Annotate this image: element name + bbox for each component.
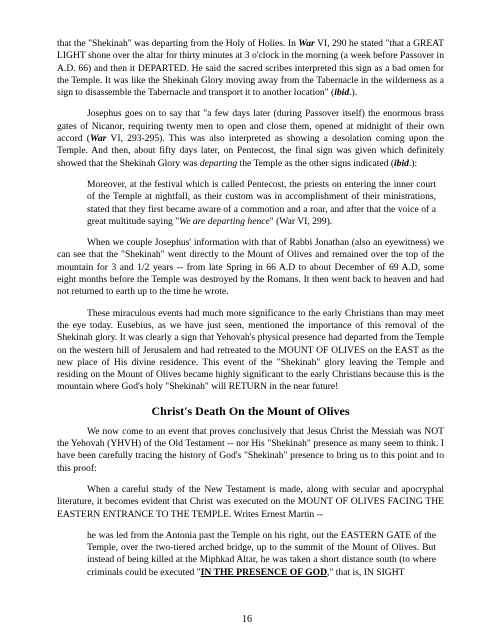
paragraph-3: When we couple Josephus' information with that of Rabbi Jonathan (also an eyewitness) we can see that the "Shekinah" went directly to the Mount of Olives and remained over the top of the mountain for 3 and 1/2 years -- from late Spring in 66 A.D to about December of 69 A.D, some eight months before the Temple was destroyed by the Romans. It then went back to heaven and had not returned to earth up to the time he wrote. — [57, 237, 444, 298]
paragraph-5: We now come to an event that proves conclusively that Jesus Christ the Messiah was NOT the Yehovah (YHVH) of the Old Testament -- nor His "Shekinah" presence as many seem to think. I have been carefully tracing the history of God's "Shekinah" presence to bring us to this point and to this proof: — [57, 425, 444, 474]
ibid-citation: ibid — [334, 87, 350, 99]
work-title: War — [298, 38, 315, 49]
work-title: War — [90, 133, 107, 145]
section-heading: Christ's Death On the Mount of Olives — [151, 403, 350, 418]
block-quote-1: Moreover, at the festival which is called Pentecost, the priests on entering the inner court of the Temple at nightfall, as their custom was in accomplishment of their ministrations, stated that they first became aware of a commotion and a roar, and after that the voice of a great multitude saying "We are departing hence" (War VI, 299). — [87, 178, 436, 227]
emphasis-text: departing — [199, 157, 238, 169]
emphasis-underlined: IN THE PRESENCE OF GOD — [200, 566, 328, 578]
quoted-phrase: We are departing hence — [179, 215, 270, 227]
ibid-citation: ibid — [394, 157, 409, 169]
paragraph-6: When a careful study of the New Testament is made, along with secular and apocryphal literature, it becomes evident that Christ was executed on the MOUNT OF OLIVES FACING THE EASTERN ENTRANCE TO THE TEMPLE. Writes Ernest Martin -- — [57, 483, 444, 520]
paragraph-1: that the "Shekinah" was departing from the Holy of Holies. In War VI, 290 he stated "that a GREAT LIGHT shone over the altar for thirty minutes at 3 o'clock in the morning (a week before Passover in A.D. 66) and then it DEPARTED. He said the sacred scribes interpreted this sign as a bad omen for the Temple. It was like the Shekinah Glory moving away from the Tabernacle in the wilderness as a sign to disassemble the Tabernacle and transport it to another location" (ibid.). — [57, 38, 444, 99]
paragraph-2: Josephus goes on to say that "a few days later (during Passover itself) the enormous brass gates of Nicanor, requiring twenty men to open and close them, opened at midnight of their own accord (War VI, 293-295). This was also interpreted as showing a desolation coming upon the Temple. And then, about fifty days later, on Pentecost, the final sign was given which definitely showed that the Shekinah Glory was departing the Temple as the other signs indicated (ibid.): — [57, 108, 444, 169]
paragraph-4: These miraculous events had much more significance to the early Christians than may meet the eye today. Eusebius, as we have just seen, mentioned the importance of this removal of the Shekinah glory. It was clearly a sign that Yehovah's physical presence had departed from the Temple on the western hill of Jerusalem and had retreated to the MOUNT OF OLIVES on the EAST as the new place of His divine residence. This event of the "Shekinah" glory leaving the Temple and residing on the Mount of Olives became highly significant to the early Christians because this is the mountain where God's holy "Shekinah" will RETURN in the near future! — [57, 307, 444, 393]
block-quote-2: he was led from the Antonia past the Temple on his right, out the EASTERN GATE of the Temple, over the two-tiered arched bridge, up to the summit of the Mount of Olives. But instead of being killed at the Miphkad Altar, he was taken a short distance south (to where criminals could be executed "IN THE PRESENCE OF GOD," that is, IN SIGHT — [87, 529, 436, 578]
page-number: 16 — [242, 614, 252, 625]
